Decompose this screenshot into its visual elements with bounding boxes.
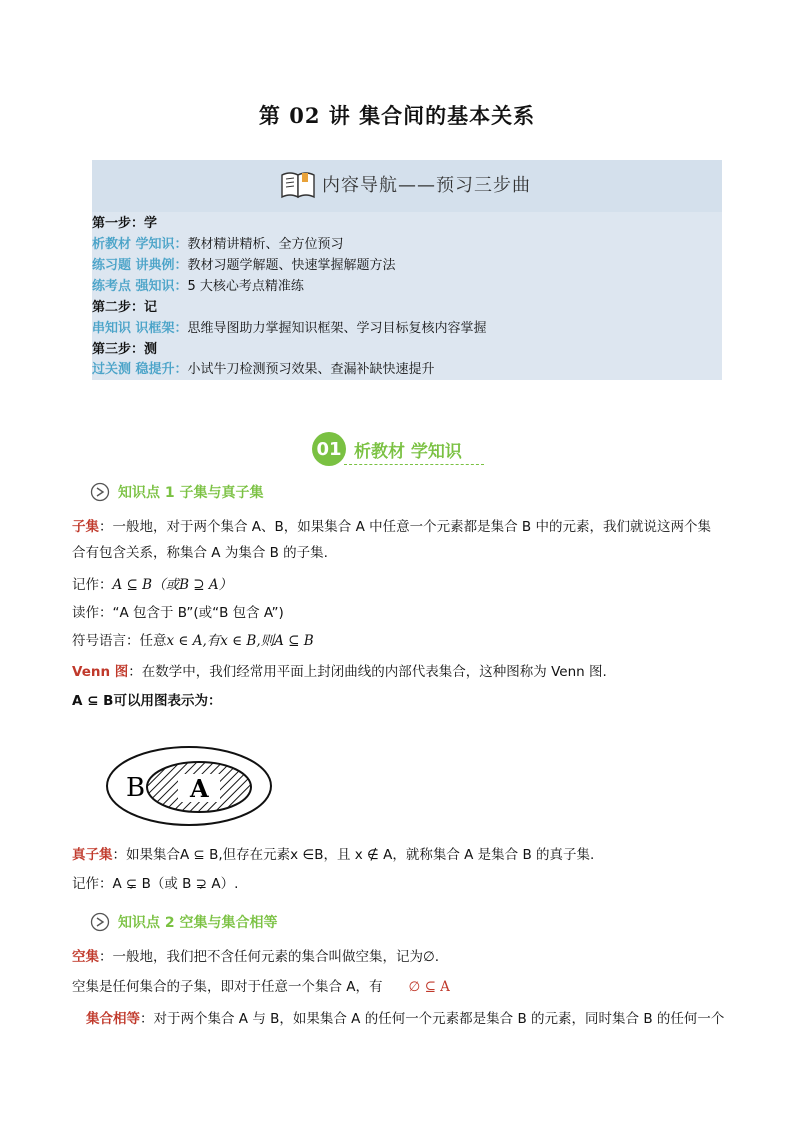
content-nav-header-inner <box>280 166 531 202</box>
nav-item-key: 练考点 强知识： <box>92 279 188 294</box>
kp1-heading <box>90 482 264 502</box>
nav-item-desc: 小试牛刀检测预习效果、查漏补缺快速提升 <box>187 362 435 377</box>
venn-outer-label: B <box>126 773 146 803</box>
nav-step-1: 第一步：学 <box>92 216 158 231</box>
nav-item-key: 过关测 稳提升： <box>92 362 188 377</box>
section-heading <box>312 432 462 466</box>
arrow-circle-icon <box>90 912 110 932</box>
subset-symbolic <box>72 628 732 654</box>
venn-show-text: A ⊆ B可以用图表示为： <box>72 693 222 709</box>
nav-item-3 <box>92 277 304 297</box>
nav-item-key: 串知识 识框架： <box>92 321 188 336</box>
page-title: 第 02 讲 集合间的基本关系 <box>258 103 536 128</box>
proper-subset-notation: 记作：A ⊊ B（或 B ⊋ A）. <box>72 876 239 892</box>
notation-math: A ⊆ B（或B ⊇ A） <box>112 577 233 593</box>
nav-item-desc: 思维导图助力掌握知识框架、学习目标复核内容掌握 <box>187 321 487 336</box>
content-nav-title: 内容导航——预习三步曲 <box>322 175 531 196</box>
empty-set-subset <box>72 974 732 1000</box>
set-equality-desc: ：对于两个集合 A 与 B，如果集合 A 的任何一个元素都是集合 B 的元素，同时集合 B 的任何一个 <box>140 1011 725 1027</box>
venn-desc: ：在数学中，我们经常用平面上封闭曲线的内部代表集合，这种图称为 Venn 图. <box>128 664 607 680</box>
section-number-badge: 01 <box>312 432 346 466</box>
notation-prefix: 记作： <box>72 577 113 593</box>
proper-subset-desc: ：如果集合A ⊆ B,但存在元素x ∈B，且 x ∉ A，就称集合 A 是集合 B 的真子集. <box>112 847 595 863</box>
symbolic-math: x ∈ A,有x ∈ B,则A ⊆ B <box>166 633 314 649</box>
empty-set-label: 空集 <box>72 949 99 965</box>
empty-subset-math: ∅ ⊆ A <box>408 979 450 995</box>
nav-step-3: 第三步：测 <box>92 342 158 357</box>
nav-item-key: 练习题 讲典例： <box>92 258 188 273</box>
nav-item-1 <box>92 235 344 255</box>
nav-item-2 <box>92 256 396 276</box>
subset-label: 子集 <box>72 519 99 535</box>
set-equality-definition <box>86 1006 736 1032</box>
subset-def-line1: ：一般地，对于两个集合 A、B，如果集合 A 中任意一个元素都是集合 B 中的元素，我们就说这两个集 <box>99 519 711 535</box>
arrow-circle-icon <box>90 482 110 502</box>
proper-subset-definition <box>72 842 732 868</box>
empty-subset-text: 空集是任何集合的子集，即对于任意一个集合 A，有 <box>72 979 383 995</box>
section-underline <box>344 464 484 465</box>
empty-set-desc: ：一般地，我们把不含任何元素的集合叫做空集，记为∅. <box>99 949 440 965</box>
venn-inner-label: A <box>190 774 209 803</box>
book-icon <box>280 169 316 199</box>
subset-notation <box>72 572 732 598</box>
venn-diagram <box>104 744 274 828</box>
nav-item-key: 析教材 学知识： <box>92 237 188 252</box>
empty-set-definition <box>72 944 732 970</box>
nav-item-5 <box>92 360 435 380</box>
kp2-heading <box>90 912 278 932</box>
set-equality-label: 集合相等 <box>86 1011 140 1027</box>
nav-item-4 <box>92 319 487 339</box>
subset-def-line2: 合有包含关系，称集合 A 为集合 B 的子集. <box>72 545 328 561</box>
nav-step-2: 第二步：记 <box>92 300 158 315</box>
nav-item-desc: 教材精讲精析、全方位预习 <box>187 237 344 252</box>
section-title: 析教材 学知识 <box>354 441 462 462</box>
proper-subset-label: 真子集 <box>72 847 113 863</box>
symbolic-prefix: 符号语言：任意 <box>72 633 167 649</box>
kp1-title: 知识点 1 子集与真子集 <box>118 485 264 501</box>
nav-item-desc: 教材习题学解题、快速掌握解题方法 <box>187 258 396 273</box>
venn-definition <box>72 659 732 685</box>
kp2-title: 知识点 2 空集与集合相等 <box>118 915 278 931</box>
venn-label: Venn 图 <box>72 664 129 680</box>
nav-item-desc: 5 大核心考点精准练 <box>187 279 304 294</box>
subset-reading: 读作：“A 包含于 B”(或“B 包含 A”) <box>72 605 284 621</box>
subset-definition <box>72 514 732 566</box>
